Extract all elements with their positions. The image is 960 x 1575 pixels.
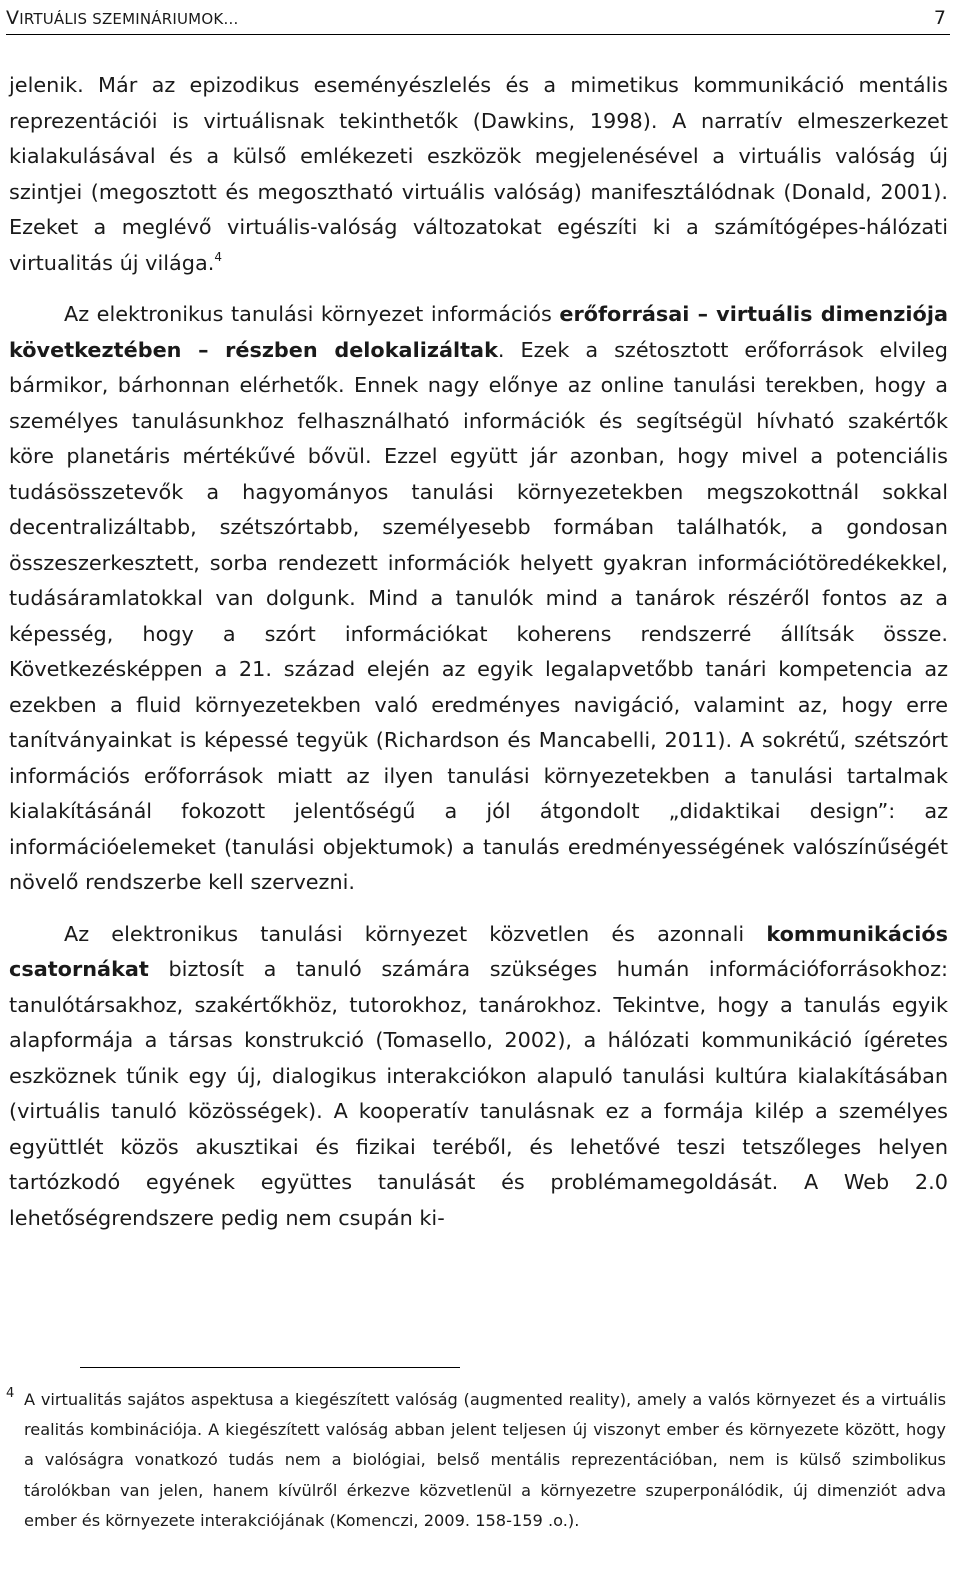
page-number: 7: [933, 7, 946, 29]
emphasis-delocalized: erőforrásai – virtuális dimenziója következtében – részben delokalizáltak: [9, 302, 948, 362]
main-text: [9, 68, 948, 1236]
header-title: VIRTUÁLIS SZEMINÁRIUMOK…: [6, 7, 239, 29]
footnote-divider: [80, 1367, 460, 1368]
footnote-text: A virtualitás sajátos aspektusa a kiegészített valóság (augmented reality), amely a valós környezet és a virtuális realitás kombinációja. A kiegészített valóság abban jelent teljesen új viszonyt ember és környezete között, hogy a valóságra vonatkozó tudás nem a biológiai, belső mentális reprezentációban, nem is külső szimbolikus tárolókban van jelen, hanem kívülről érkezve közvetlenül a környezetre szuperponálódik, új dimenziót adva ember és környezete interakciójának (Komenczi, 2009. 158-159 .o.).: [24, 1390, 946, 1530]
footnote-reference: 4: [214, 249, 222, 264]
paragraph-1: jelenik. Már az epizodikus eseményészlelés és a mimetikus kommunikáció mentális reprezentációi is virtuálisnak tekinthetők (Dawkins, 1998). A narratív elmeszerkezet kialakulásával és a külső emlékezeti eszközök megjelenésével a virtuális valóság új szintjei (megosztott és megosztható virtuális valóság) manifesztálódnak (Donald, 2001). Ezeket a meglévő virtuális-valóság változatokat egészíti ki a számítógépes-hálózati virtualitás új világa.$^4$: [9, 73, 948, 275]
footnote: [6, 1385, 946, 1536]
paragraph-3: Az elektronikus tanulási környezet közvetlen és azonnali kommunikációs csatornákat biztosít a tanuló számára szükséges humán információforrásokhoz: tanulótársakhoz, szakértőkhöz, tutorokhoz, tanárokhoz. Tekintve, hogy a tanulás egyik alapformája a társas konstrukció (Tomasello, 2002), a hálózati kommunikáció ígéretes eszköznek tűnik egy új, dialogikus interakciókon alapuló tanulási kultúra kialakításában (virtuális tanuló közösségek). A kooperatív tanulásnak ez a formája kilép a személyes együttlét közös akusztikai és fizikai teréből, és lehetővé teszi tetszőleges helyen tartózkodó egyének együttes tanulását és problémamegoldását. A Web 2.0 lehetőségrendszere pedig nem csupán ki-: [9, 921, 948, 1230]
emphasis-communication-channels: kommunikációs csatornákat: [9, 921, 948, 981]
paragraph-2: Az elektronikus tanulási környezet információs erőforrásai – virtuális dimenziója következtében – részben delokalizáltak. Ezek a szétosztott erőforrások elvileg bármikor, bárhonnan elérhetők. Ennek nagy előnye az online tanulási terekben, hogy a személyes tanulásunkhoz felhasználható információk és segítségül hívható szakértők köre planetáris mértékűvé bővül. Ezzel együtt jár azonban, hogy mivel a potenciális tudásösszetevők a hagyományos tanulási környezetekben megszokottnál sokkal decentralizáltabb, szétszórtabb, személyesebb formában találhatók, a gondosan összeszerkesztett, sorba rendezett információk helyett gyakran információtöredékekkel, tudásáramlatokkal van dolgunk. Mind a tanulók mind a tanárok részéről fontos az a képesség, hogy a szórt információkat koherens rendszerré állítsák össze. Következésképpen a 21. század elején az egyik legalapvetőbb tanári kompetencia az ezekben a fluid környezetekben való eredményes navigáció, valamint az, hogy erre tanítványainkat is képessé tegyük (Richardson és Mancabelli, 2011). A sokrétű, szétszórt információs erőforrások miatt az ilyen tanulási környezetekben a tanulási tartalmak kialakításánál fokozott jelentőségű a jól átgondolt „didaktikai design”: az információelemeket (tanulási objektumok) a tanulás eredményességének valószínűségét növelő rendszerbe kell szervezni.: [9, 302, 948, 894]
footnote-mark: 4: [6, 1386, 15, 1401]
running-header: [6, 2, 950, 35]
